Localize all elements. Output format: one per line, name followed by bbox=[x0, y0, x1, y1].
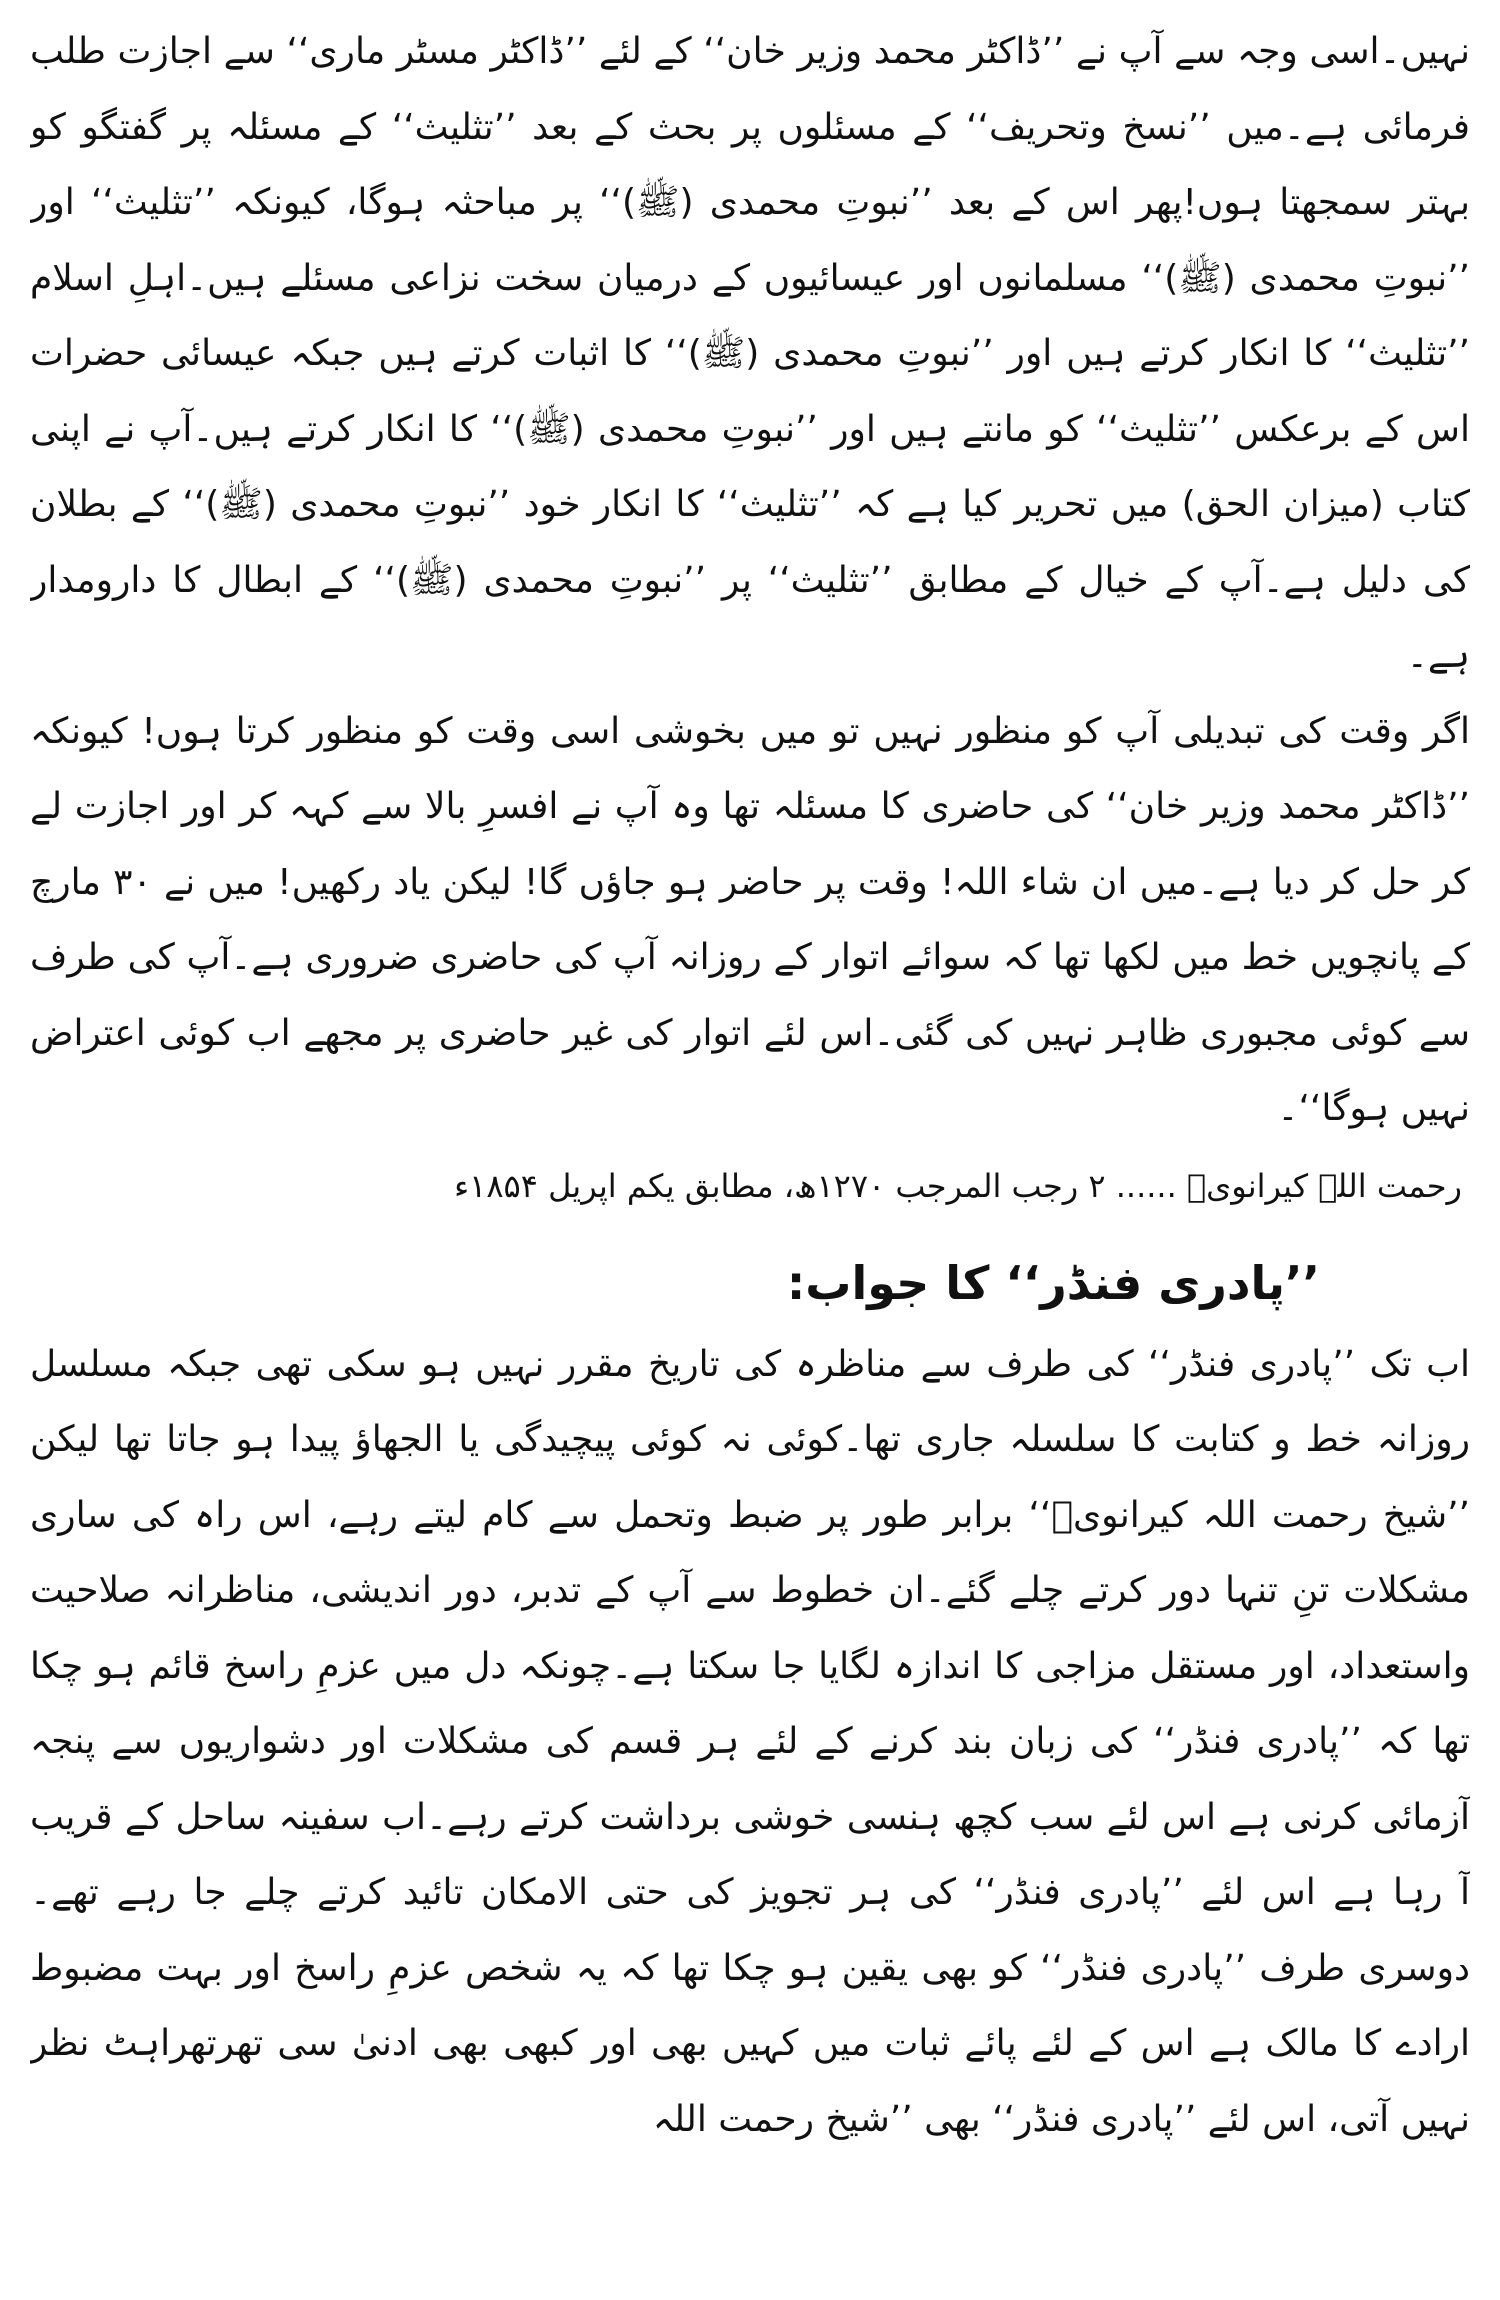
document-page bbox=[30, 14, 1470, 2286]
body-paragraph-1: نہیں۔اسی وجہ سے آپ نے ’’ڈاکٹر محمد وزیر خان‘‘ کے لئے ’’ڈاکٹر مسٹر ماری‘‘ سے اجازت طلب فرمائی ہے۔میں ’’نسخ وتحریف‘‘ کے مسئلوں پر بحث کے بعد ’’تثلیث‘‘ کے مسئلہ پر گفتگو کو بہتر سمجھتا ہوں!پھر اس کے بعد ’’نبوتِ محمدی (ﷺ)‘‘ پر مباحثہ ہوگا، کیونکہ ’’تثلیث‘‘ اور ’’نبوتِ محمدی (ﷺ)‘‘ مسلمانوں اور عیسائیوں کے درمیان سخت نزاعی مسئلے ہیں۔اہلِ اسلام ’’تثلیث‘‘ کا انکار کرتے ہیں اور ’’نبوتِ محمدی (ﷺ)‘‘ کا اثبات کرتے ہیں جبکہ عیسائی حضرات اس کے برعکس ’’تثلیث‘‘ کو مانتے ہیں اور ’’نبوتِ محمدی (ﷺ)‘‘ کا انکار کرتے ہیں۔آپ نے اپنی کتاب (میزان الحق) میں تحریر کیا ہے کہ ’’تثلیث‘‘ کا انکار خود ’’نبوتِ محمدی (ﷺ)‘‘ کے بطلان کی دلیل ہے۔آپ کے خیال کے مطابق ’’تثلیث‘‘ پر ’’نبوتِ محمدی (ﷺ)‘‘ کے ابطال کا دارومدار ہے۔ bbox=[30, 31, 1470, 676]
signature-line: رحمت اللہ کیرانویؒ ...... ۲ رجب المرجب ۱۲۷۰ھ، مطابق یکم اپریل ۱۸۵۴ء bbox=[454, 1166, 1462, 1205]
body-paragraph-3: اب تک ’’پادری فنڈر‘‘ کی طرف سے مناظرہ کی تاریخ مقرر نہیں ہو سکی تھی جبکہ مسلسل روزانہ خط و کتابت کا سلسلہ جاری تھا۔کوئی نہ کوئی پیچیدگی یا الجھاؤ پیدا ہو جاتا تھا لیکن ’’شیخ رحمت اللہ کیرانویؒ‘‘ برابر طور پر ضبط وتحمل سے کام لیتے رہے، اس راہ کی ساری مشکلات تنِ تنہا دور کرتے چلے گئے۔ان خطوط سے آپ کے تدبر، دور اندیشی، مناظرانہ صلاحیت واستعداد، اور مستقل مزاجی کا اندازہ لگایا جا سکتا ہے۔چونکہ دل میں عزمِ راسخ قائم ہو چکا تھا کہ ’’پادری فنڈر‘‘ کی زبان بند کرنے کے لئے ہر قسم کی مشکلات اور دشواریوں سے پنجہ آزمائی کرنی ہے اس لئے سب کچھ ہنسی خوشی برداشت کرتے رہے۔اب سفینہ ساحل کے قریب آ رہا ہے اس لئے ’’پادری فنڈر‘‘ کی ہر تجویز کی حتی الامکان تائید کرتے چلے جا رہے تھے۔دوسری طرف ’’پادری فنڈر‘‘ کو بھی یقین ہو چکا تھا کہ یہ شخص عزمِ راسخ اور بہت مضبوط ارادے کا مالک ہے اس کے لئے پائے ثبات میں کہیں بھی اور کبھی بھی ادنیٰ سی تھرتھراہٹ نظر نہیں آتی، اس لئے ’’پادری فنڈر‘‘ بھی ’’شیخ رحمت اللہ bbox=[30, 1343, 1470, 2140]
section-heading: ’’پادری فنڈر‘‘ کا جواب: bbox=[786, 1255, 1320, 1310]
body-paragraph-2: اگر وقت کی تبدیلی آپ کو منظور نہیں تو میں بخوشی اسی وقت کو منظور کرتا ہوں! کیونکہ ’’ڈاکٹر محمد وزیر خان‘‘ کی حاضری کا مسئلہ تھا وہ آپ نے افسرِ بالا سے کہہ کر اور اجازت لے کر حل کر دیا ہے۔میں ان شاء اللہ! وقت پر حاضر ہو جاؤں گا! لیکن یاد رکھیں! میں نے ۳۰ مارچ کے پانچویں خط میں لکھا تھا کہ سوائے اتوار کے روزانہ آپ کی حاضری ضروری ہے۔آپ کی طرف سے کوئی مجبوری ظاہر نہیں کی گئی۔اس لئے اتوار کی غیر حاضری پر مجھے اب کوئی اعتراض نہیں ہوگا‘‘۔ bbox=[30, 710, 1470, 1129]
